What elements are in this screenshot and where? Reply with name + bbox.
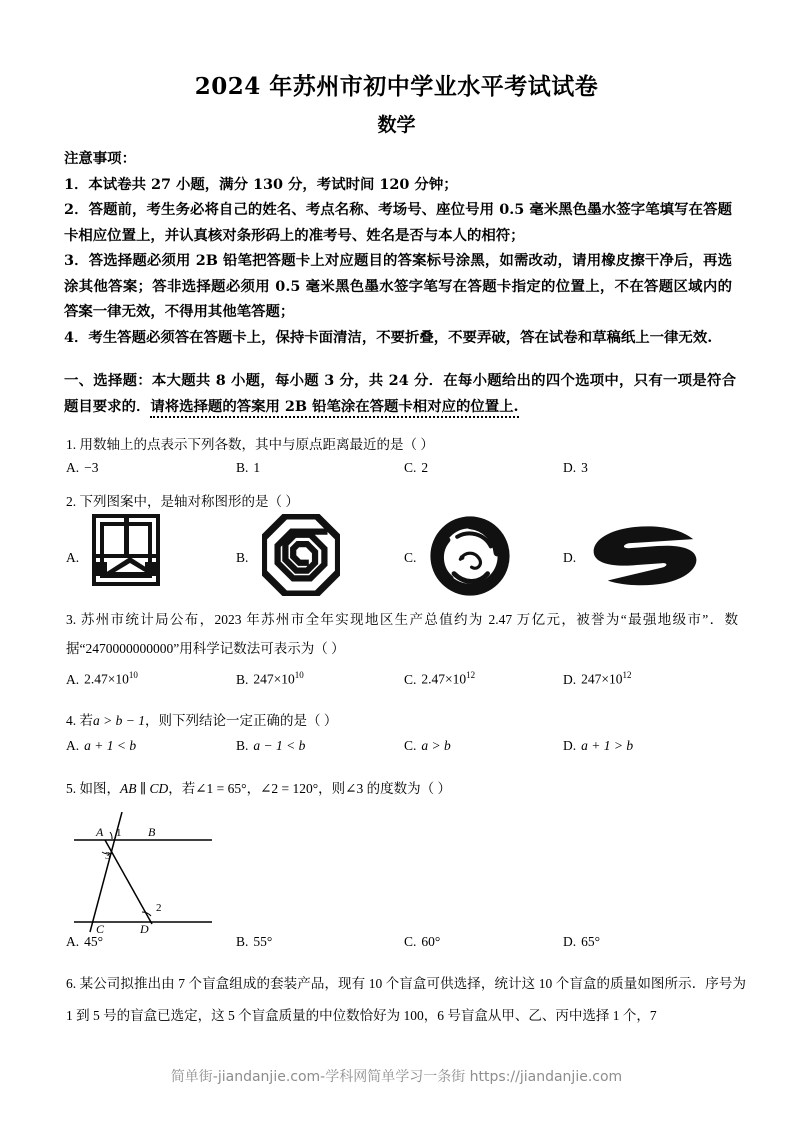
svg-text:1: 1 <box>116 827 122 839</box>
s-shape-logo-icon <box>589 524 701 591</box>
q1-option-d-label: D. <box>563 460 577 475</box>
svg-text:3: 3 <box>105 850 111 862</box>
section-emphasis-text: 请将选择题的答案用 2B 铅笔涂在答题卡相对应的位置上. <box>150 398 518 418</box>
section-one-heading <box>64 368 736 419</box>
q3-option-b-label: B. <box>236 671 249 687</box>
q5-option-b-label: B. <box>236 934 249 949</box>
question-5-options <box>66 934 746 956</box>
q3-option-c-mantissa: 2.47×10 <box>421 671 467 687</box>
q3-option-d[interactable] <box>563 670 632 688</box>
notice-item-4: 4．考生答题必须答在答题卡上，保持卡面清洁，不要折叠，不要弄破，答在试卷和草稿纸上一律无效. <box>64 328 713 346</box>
q1-option-d-text: 3 <box>581 460 588 475</box>
question-4-options <box>66 738 746 760</box>
q4-option-c[interactable] <box>404 738 451 754</box>
q5-option-b[interactable] <box>236 934 272 950</box>
q5-option-b-text: 55° <box>253 934 273 949</box>
q4-option-d-label: D. <box>563 738 577 753</box>
q1-option-c-text: 2 <box>421 460 429 475</box>
q2-option-b-label: B. <box>236 550 249 565</box>
q3-option-a[interactable] <box>66 670 138 688</box>
question-4-stem <box>66 706 738 735</box>
q4-option-c-label: C. <box>404 738 417 753</box>
question-3-stem: 3. 苏州市统计局公布，2023 年苏州市全年实现地区生产总值约为 2.47 万亿元，被誉为“最强地级市”．数据“2470000000000”用科学记数法可表示为（ ） <box>66 612 738 656</box>
question-3-options <box>66 670 746 692</box>
q1-option-b[interactable] <box>236 460 260 476</box>
q5-option-d[interactable] <box>563 934 600 950</box>
notice-item-1: 1．本试卷共 27 小题，满分 130 分，考试时间 120 分钟； <box>64 175 458 193</box>
q5-stem-mid: ，若 <box>168 781 196 796</box>
subject-title: 数学 <box>377 114 416 136</box>
q1-option-b-label: B. <box>236 460 249 475</box>
q4-option-c-text: a > b <box>421 738 451 753</box>
q5-option-a[interactable] <box>66 934 103 950</box>
q3-option-a-label: A. <box>66 671 80 687</box>
q4-option-b-label: B. <box>236 738 249 753</box>
q1-option-d[interactable] <box>563 460 588 476</box>
q1-option-b-text: 1 <box>253 460 261 475</box>
question-1-options <box>66 460 746 482</box>
question-2-stem: 2. 下列图案中，是轴对称图形的是（ ） <box>66 494 299 509</box>
q4-stem-prefix: 4. 若 <box>66 713 93 728</box>
q5-option-c-text: 60° <box>421 934 441 949</box>
q5-stem-prefix: 5. 如图， <box>66 781 120 796</box>
page-title: 2024 年苏州市初中学业水平考试试卷 <box>194 73 599 100</box>
q5-option-d-text: 65° <box>581 934 601 949</box>
section-lead-text: 一、选择题：本大题共 8 小题，每小题 3 分，共 24 分．在每小题给出的四个选项中，只有一项是符合题目要求的． <box>64 372 736 415</box>
question-5-stem <box>66 774 738 803</box>
q4-option-a[interactable] <box>66 738 136 754</box>
q3-option-b-exponent: 10 <box>294 670 304 680</box>
q4-option-a-label: A. <box>66 738 80 753</box>
q4-option-b[interactable] <box>236 738 305 754</box>
svg-text:2: 2 <box>156 902 162 914</box>
octagon-spiral-logo-icon <box>262 514 340 601</box>
circular-brush-logo-icon <box>430 516 510 601</box>
q5-option-a-text: 45° <box>84 934 104 949</box>
q1-option-c[interactable] <box>404 460 428 476</box>
q3-option-a-mantissa: 2.47×10 <box>84 671 129 687</box>
q5-stem-mid-2: ， <box>246 781 261 796</box>
q4-stem-suffix: ，则下列结论一定正确的是（ ） <box>144 713 338 728</box>
q2-option-a-label: A. <box>66 550 80 565</box>
window-frame-logo-icon <box>92 514 160 586</box>
q4-option-d[interactable] <box>563 738 633 754</box>
q2-option-d-label: D. <box>563 550 577 565</box>
q3-option-c-label: C. <box>404 671 417 687</box>
q5-stem-suffix: ，则∠3 的度数为（ ） <box>318 781 451 796</box>
q3-option-d-label: D. <box>563 671 577 687</box>
notice-item-2: 2．答题前，考生务必将自己的姓名、考点名称、考场号、座位号用 0.5 毫米黑色墨水签字笔填写在答题卡相应位置上，并认真核对条形码上的准考号、姓名是否与本人的相符； <box>64 201 732 244</box>
q5-option-d-label: D. <box>563 934 577 949</box>
q3-option-d-exponent: 12 <box>622 670 632 680</box>
question-1-stem: 1. 用数轴上的点表示下列各数，其中与原点距离最近的是（ ） <box>66 437 434 452</box>
q4-stem-math: a > b − 1 <box>93 713 145 728</box>
q1-option-c-label: C. <box>404 460 417 475</box>
q1-option-a-text: −3 <box>84 460 99 475</box>
notice-heading: 注意事项： <box>64 150 136 167</box>
svg-text:D: D <box>140 922 149 934</box>
q5-option-c[interactable] <box>404 934 440 950</box>
q2-option-c-label: C. <box>404 550 417 565</box>
footer-watermark: 简单街-jiandanjie.com-学科网简单学习一条街 https://jiandanjie.com <box>170 1069 623 1085</box>
q3-option-c-exponent: 12 <box>466 670 476 680</box>
notice-block <box>64 146 732 350</box>
q5-option-a-label: A. <box>66 934 80 949</box>
q3-option-c[interactable] <box>404 670 475 688</box>
q4-option-d-text: a + 1 > b <box>581 738 634 753</box>
q4-option-a-text: a + 1 < b <box>84 738 137 753</box>
q5-stem-math-2: ∠1 = 65° <box>195 781 247 796</box>
q5-stem-math-3: ∠2 = 120° <box>260 781 319 796</box>
q3-option-b-mantissa: 247×10 <box>253 671 295 687</box>
q3-option-a-exponent: 10 <box>128 670 138 680</box>
svg-text:C: C <box>96 922 105 934</box>
q5-option-c-label: C. <box>404 934 417 949</box>
q3-option-d-mantissa: 247×10 <box>581 671 623 687</box>
q5-stem-math-1: AB ∥ CD <box>120 781 169 796</box>
svg-text:A: A <box>96 825 104 839</box>
q1-option-a-label: A. <box>66 460 80 475</box>
question-5-diagram <box>72 812 232 934</box>
q1-option-a[interactable] <box>66 460 99 476</box>
q4-option-b-text: a − 1 < b <box>253 738 306 753</box>
question-2-figures <box>66 512 746 604</box>
question-6-stem: 6. 某公司拟推出由 7 个盲盒组成的套装产品，现有 10 个盲盒可供选择，统计这 10 个盲盒的质量如图所示．序号为 1 到 5 号的盲盒已选定，这 5 个盲盒质量的中位数恰好为 100，6 号盲盒从甲、乙、丙中选择 1 个，7 <box>66 976 746 1023</box>
svg-text:B: B <box>148 825 156 839</box>
notice-item-3: 3．答选择题必须用 2B 铅笔把答题卡上对应题目的答案标号涂黑，如需改动，请用橡皮擦干净后，再选涂其他答案；答非选择题必须用 0.5 毫米黑色墨水签字笔写在答题卡指定的位置上，不在答题区域内的答案一律无效，不得用其他笔答题； <box>64 252 732 320</box>
q3-option-b[interactable] <box>236 670 304 688</box>
